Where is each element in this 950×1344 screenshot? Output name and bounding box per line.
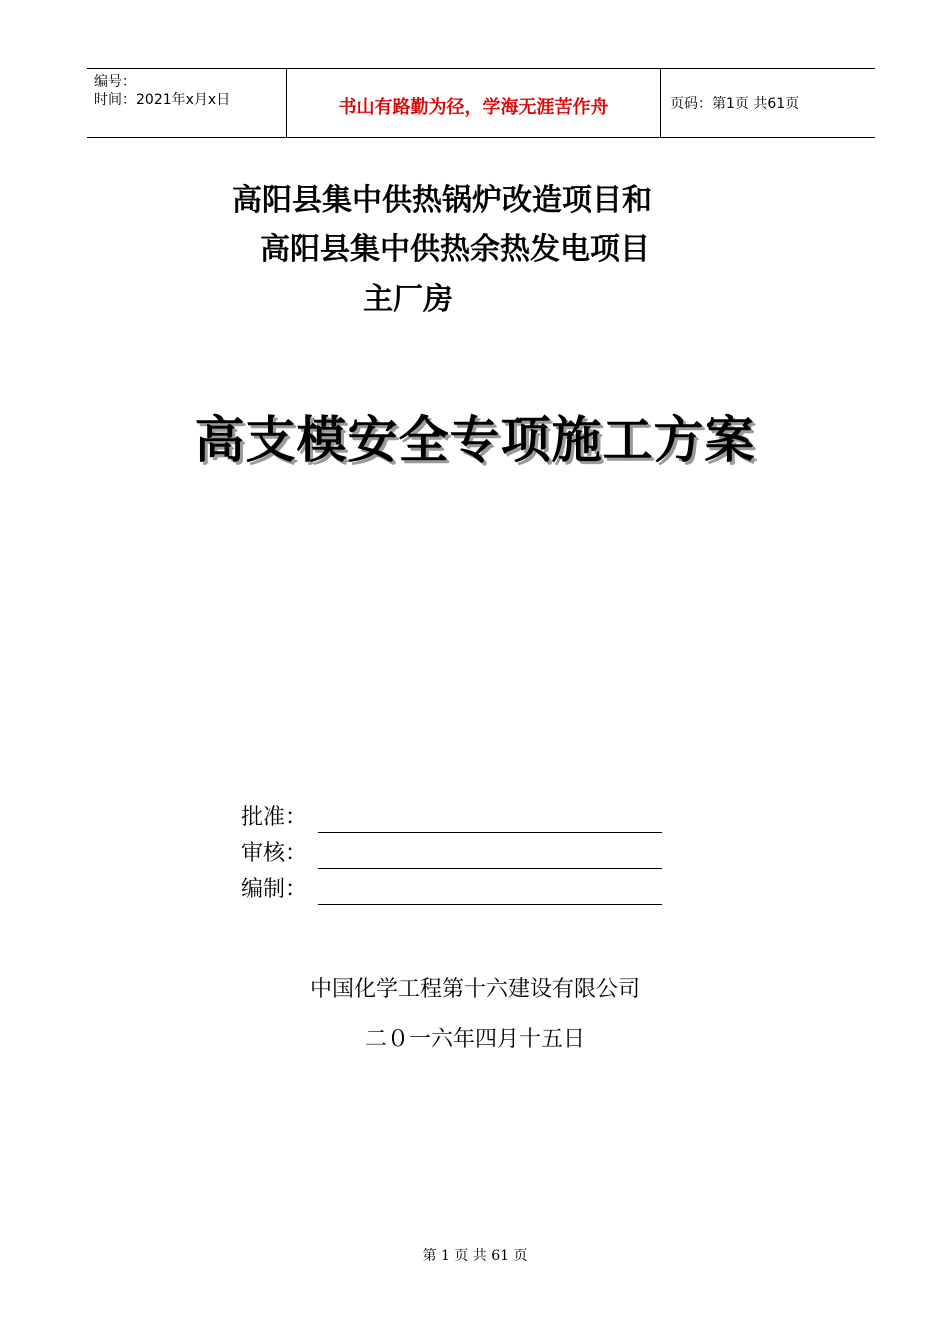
document-date: 二０一六年四月十五日 (364, 1027, 585, 1052)
document-main-title: 高支模安全专项施工方案 (194, 411, 756, 469)
project-title-line-1: 高阳县集中供热锅炉改造项目和 (232, 183, 652, 218)
number-label: 编号： (94, 74, 136, 90)
page-footer: 第 1 页 共 61 页 (422, 1248, 528, 1264)
header-page-cell (660, 69, 875, 137)
review-label: 审核： (241, 841, 308, 866)
header-info-cell (87, 69, 286, 137)
review-signature-line (318, 868, 662, 869)
compile-signature-line (318, 904, 662, 905)
project-title-line-2: 高阳县集中供热余热发电项目 (260, 232, 650, 267)
compile-label: 编制： (241, 877, 308, 902)
header-motto-cell (286, 69, 661, 137)
approve-signature-line (318, 832, 662, 833)
header-table (87, 68, 875, 138)
approve-row (241, 803, 307, 835)
compile-row (241, 875, 307, 907)
time-label: 时间：2021年x月x日 (94, 92, 231, 108)
approve-label: 批准： (241, 805, 308, 830)
company-name: 中国化学工程第十六建设有限公司 (309, 977, 640, 1002)
project-title-line-3: 主厂房 (363, 282, 453, 317)
motto: 书山有路勤为径，学海无涯苦作舟 (338, 97, 609, 118)
page-number-label: 页码：第1页 共61页 (670, 96, 800, 112)
review-row (241, 839, 307, 871)
